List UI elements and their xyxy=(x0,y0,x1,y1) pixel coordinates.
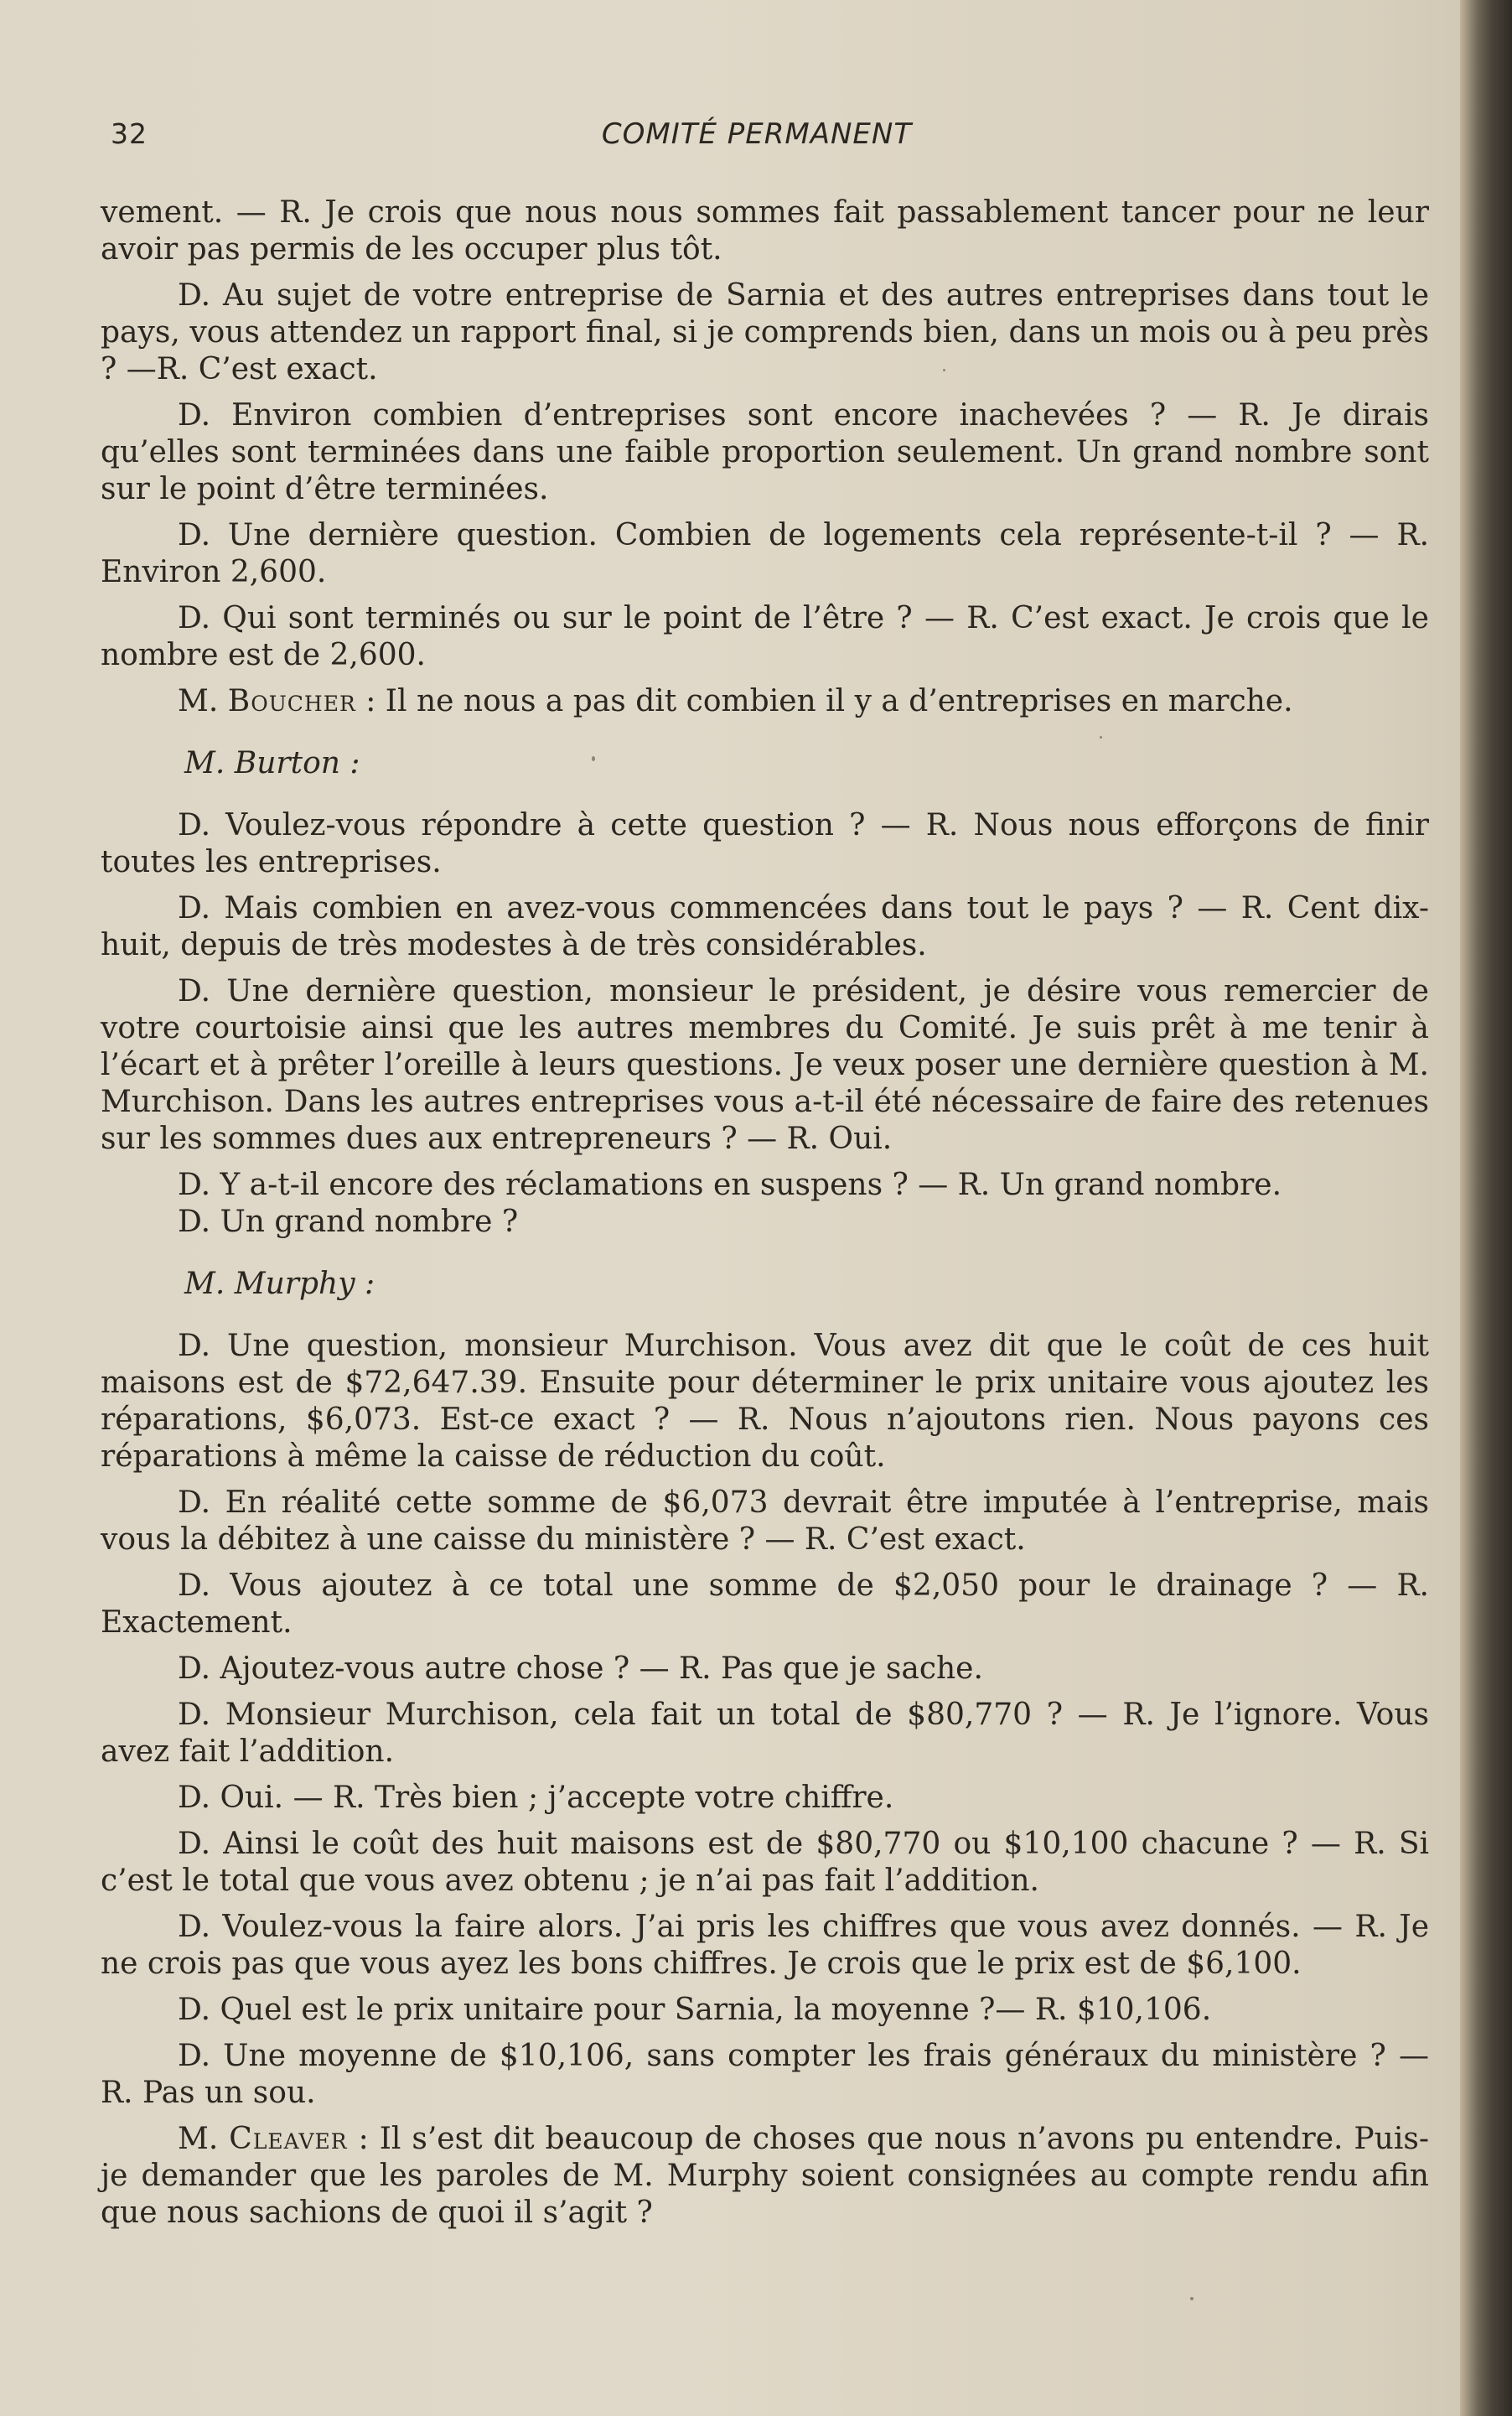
page-header xyxy=(111,117,1403,159)
boucher-remark xyxy=(101,683,1429,720)
paragraph: D. Voulez-vous répondre à cette question ? — R. Nous nous efforçons de finir toutes les entreprises. xyxy=(101,808,1429,879)
remark-text: : Il ne nous a pas dit combien il y a d’entreprises en marche. xyxy=(355,684,1293,718)
remark-text: : Il s’est dit beaucoup de choses que nous n’avons pu entendre. Puis-je demander que les paroles de M. Murphy soient consignées au compte rendu afin que nous sachions de quoi il s’agit ? xyxy=(101,2122,1429,2230)
paragraph: D. Au sujet de votre entreprise de Sarnia et des autres entreprises dans tout le pays, vous attendez un rapport final, si je comprends bien, dans un mois ou à peu près ? —R. C’est exact. xyxy=(101,278,1429,386)
paragraph: D. Une dernière question. Combien de logements cela représente-t-il ? — R. Environ 2,600. xyxy=(101,518,1429,589)
paragraph: D. Qui sont terminés ou sur le point de l’être ? — R. C’est exact. Je crois que le nombre est de 2,600. xyxy=(101,601,1429,672)
paragraph: D. Ajoutez-vous autre chose ? — R. Pas que je sache. xyxy=(178,1651,983,1686)
page-number: 32 xyxy=(111,117,148,150)
paragraph: D. Une dernière question, monsieur le président, je désire vous remercier de votre courtoisie ainsi que les autres membres du Comité. Je suis prêt à me tenir à l’écart et à prêter l’oreille à leurs questions. Je veux poser une dernière question à M. Murchison. Dans les autres entreprises vous a-t-il été nécessaire de faire des retenues sur les sommes dues aux entrepreneurs ? — R. Oui. xyxy=(101,974,1429,1156)
paragraph: D. Un grand nombre ? xyxy=(178,1205,519,1239)
speaker-heading-burton: M. Burton : xyxy=(184,746,360,780)
speaker-name-cleaver: Cleaver xyxy=(229,2122,348,2156)
document-body xyxy=(101,194,1429,2241)
paragraph: D. Monsieur Murchison, cela fait un total de $80,770 ? — R. Je l’ignore. Vous avez fait l’addition. xyxy=(101,1698,1429,1769)
speaker-prefix: M. xyxy=(178,684,228,718)
paragraph: D. Environ combien d’entreprises sont encore inachevées ? — R. Je dirais qu’elles sont terminées dans une faible proportion seulement. Un grand nombre sont sur le point d’être terminées. xyxy=(101,398,1429,506)
paragraph: D. En réalité cette somme de $6,073 devrait être imputée à l’entreprise, mais vous la débitez à une caisse du ministère ? — R. C’est exact. xyxy=(101,1485,1429,1557)
speaker-prefix: M. xyxy=(178,2122,230,2156)
paragraph: D. Y a-t-il encore des réclamations en suspens ? — R. Un grand nombre. xyxy=(178,1168,1282,1202)
book-binding-edge xyxy=(1460,0,1512,2416)
paragraph: vement. — R. Je crois que nous nous sommes fait passablement tancer pour ne leur avoir pas permis de les occuper plus tôt. xyxy=(101,195,1429,267)
paragraph: D. Voulez-vous la faire alors. J’ai pris les chiffres que vous avez donnés. — R. Je ne crois pas que vous ayez les bons chiffres. Je crois que le prix est de $6,100. xyxy=(101,1910,1429,1981)
paragraph: D. Une question, monsieur Murchison. Vous avez dit que le coût de ces huit maisons est de $72,647.39. Ensuite pour déterminer le prix unitaire vous ajoutez les réparations, $6,073. Est-ce exact ? — R. Nous n’ajoutons rien. Nous payons ces réparations à même la caisse de réduction du coût. xyxy=(101,1329,1429,1474)
paragraph: D. Ainsi le coût des huit maisons est de $80,770 ou $10,100 chacune ? — R. Si c’est le total que vous avez obtenu ; je n’ai pas fait l’addition. xyxy=(101,1827,1429,1898)
paragraph: D. Vous ajoutez à ce total une somme de $2,050 pour le drainage ? — R. Exactement. xyxy=(101,1568,1429,1640)
speaker-heading-murphy: M. Murphy : xyxy=(184,1267,375,1301)
paragraph: D. Une moyenne de $10,106, sans compter les frais généraux du ministère ? — R. Pas un sou. xyxy=(101,2039,1429,2110)
paragraph: D. Mais combien en avez-vous commencées dans tout le pays ? — R. Cent dix-huit, depuis de très modestes à de très considérables. xyxy=(101,891,1429,962)
running-title: COMITÉ PERMANENT xyxy=(601,117,913,151)
paragraph: D. Oui. — R. Très bien ; j’accepte votre chiffre. xyxy=(178,1781,894,1815)
speaker-name-boucher: Boucher xyxy=(227,684,356,718)
cleaver-remark xyxy=(101,2121,1429,2232)
paragraph: D. Quel est le prix unitaire pour Sarnia, la moyenne ?— R. $10,106. xyxy=(178,1993,1212,2027)
